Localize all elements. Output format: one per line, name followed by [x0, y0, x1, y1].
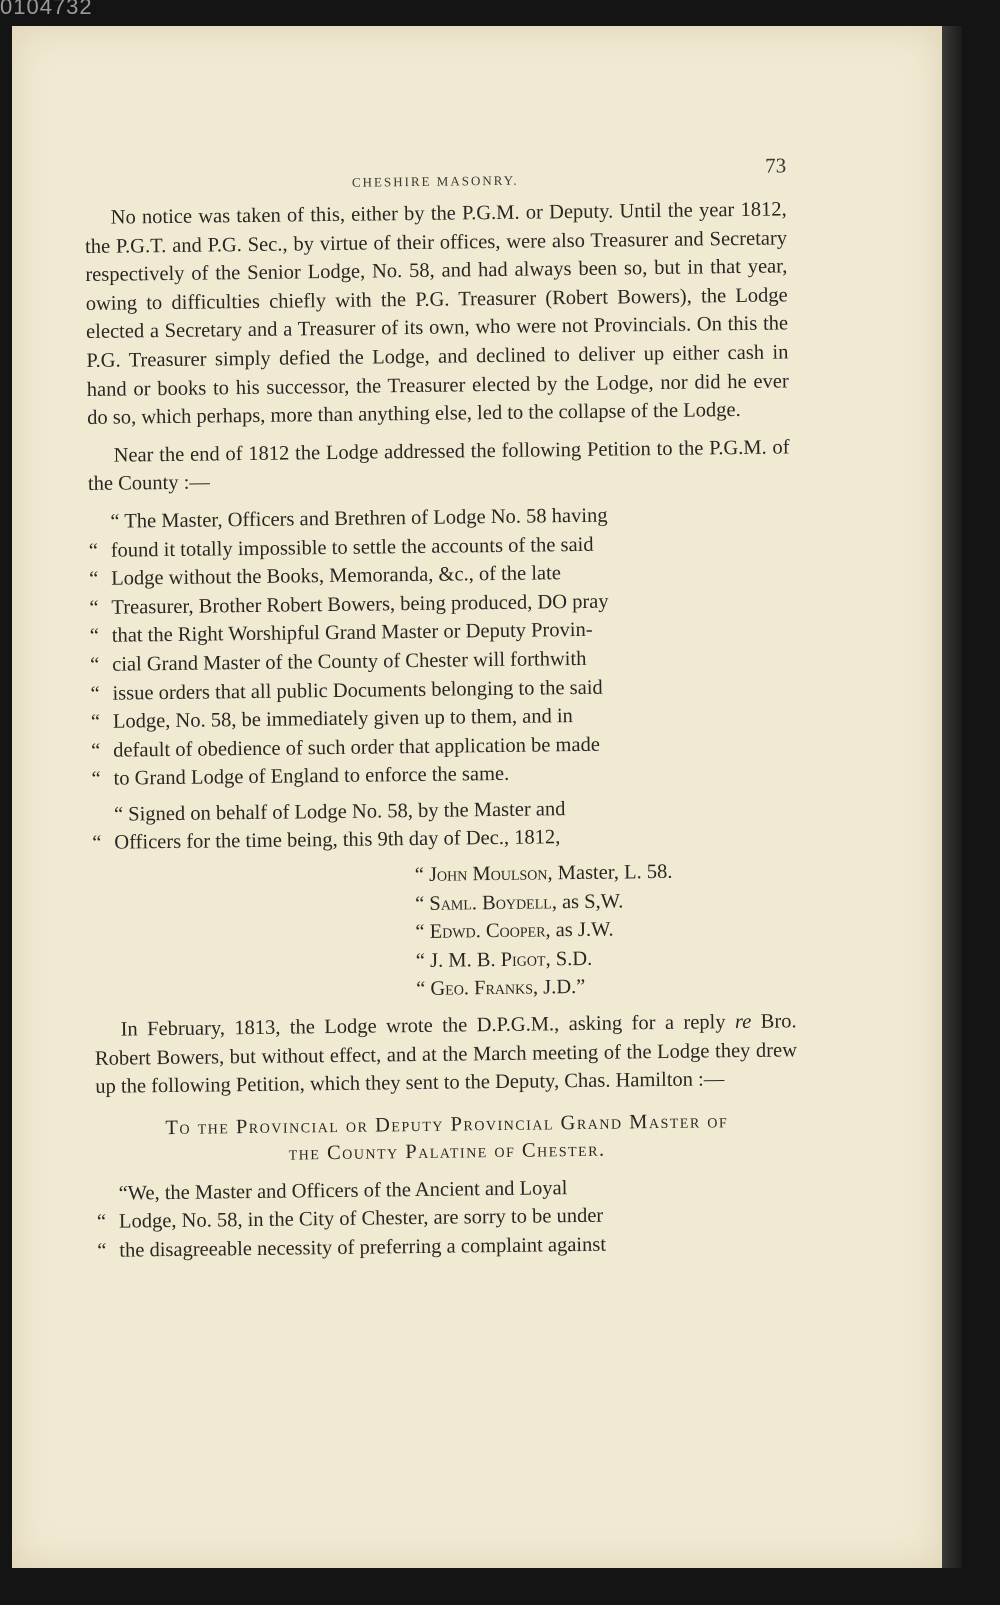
quote-mark: “	[97, 1239, 107, 1262]
signed-line: “ Officers for the time being, this 9th day of Dec., 1812,	[92, 821, 794, 858]
signature-list	[93, 856, 797, 1008]
petition-1-line: “ issue orders that all public Documents belonging to the said	[90, 671, 792, 708]
heading-line-2: the County Palatine of Chester.	[288, 1138, 606, 1165]
signed-statement	[92, 792, 795, 858]
paragraph-3: In February, 1813, the Lodge wrote the D.P.G.M., asking for a reply re Bro. Robert Bowers, but without effect, and at the March meeting of the Lodge they drew up the following Petition, which they sent to the Deputy, Chas. Hamilton :—	[94, 1010, 798, 1099]
signatory-name: John Moulson	[428, 862, 548, 886]
petition-2	[96, 1171, 799, 1265]
petition-2-line: “We, the Master and Officers of the Ancient and Loyal	[118, 1176, 568, 1205]
petition-1-line: “ Lodge without the Books, Memoranda, &c., of the late	[89, 557, 791, 594]
signed-line: “ Signed on behalf of Lodge No. 58, by the Master and	[113, 798, 566, 826]
petition-1-line: “ cial Grand Master of the County of Chester will forthwith	[90, 642, 792, 679]
heading-line-1: To the Provincial or Deputy Provincial Grand Master of	[165, 1110, 729, 1139]
petition-1-line: “ that the Right Worshipful Grand Master or Deputy Provin-	[90, 614, 792, 651]
signature: “ Edwd. Cooper, as J.W.	[415, 918, 614, 944]
quote-mark: “	[92, 832, 102, 855]
petition-heading	[96, 1107, 799, 1170]
page-content	[84, 151, 800, 1272]
petition-1-line: “ The Master, Officers and Brethren of Lodge No. 58 having	[110, 504, 608, 533]
signatory-name: J. M. B. Pigot	[429, 948, 546, 972]
quote-mark: “	[89, 625, 100, 648]
quote-mark: “	[88, 539, 99, 562]
signature: “ J. M. B. Pigot, S.D.	[415, 947, 593, 972]
signature: “ John Moulson, Master, L. 58.	[414, 860, 673, 887]
running-title: CHESHIRE MASONRY.	[351, 172, 519, 190]
petition-1-line: “ Treasurer, Brother Robert Bowers, being produced, DO pray	[89, 585, 791, 622]
quote-mark: “	[91, 768, 101, 791]
signature: “ Geo. Franks, J.D.”	[416, 976, 586, 1001]
quote-mark: “	[90, 653, 100, 676]
petition-1	[88, 499, 793, 793]
paragraph-1: No notice was taken of this, either by the P.G.M. or Deputy. Until the year 1812, the P.G.T. and P.G. Sec., by virtue of their offices, were also Treasurer and Secretary respectively of the Senior Lodge, No. 58, and had always been so, but in that year, owing to difficulties chiefly with the P.G. Treasurer (Robert Bowers), the Lodge elected a Secretary and a Treasurer of its own, who were not Provincials. On this the P.G. Treasurer simply defied the Lodge, and declined to deliver up either cash in hand or books to his successor, the Treasurer elected by the Lodge, nor did he ever do so, which perhaps, more than anything else, led to the collapse of the Lodge.	[84, 198, 789, 430]
paragraph-2: Near the end of 1812 the Lodge addressed the following Petition to the P.G.M. of the County :—	[87, 436, 790, 496]
quote-mark: “	[89, 596, 99, 619]
quote-mark: “	[90, 682, 100, 705]
petition-1-line: “ Lodge, No. 58, be immediately given up to them, and in	[91, 699, 793, 736]
quote-mark: “	[88, 567, 99, 591]
running-head	[84, 151, 786, 204]
page-edge-shadow	[942, 26, 962, 1568]
scan-id-label: 0104732	[0, 0, 93, 19]
signatory-name: Saml. Boydell	[429, 890, 552, 915]
petition-1-line: “ default of obedience of such order that application be made	[91, 728, 793, 765]
signatory-name: Geo. Franks	[430, 977, 534, 1001]
quote-mark: “	[96, 1211, 107, 1234]
page-number: 73	[764, 153, 787, 178]
signature: “ Saml. Boydell, as S,W.	[414, 890, 624, 915]
quote-mark: “	[91, 739, 101, 762]
signatory-name: Edwd. Cooper	[429, 919, 546, 944]
quote-mark: “	[90, 710, 101, 734]
petition-2-line: “ Lodge, No. 58, in the City of Chester, are sorry to be under	[97, 1200, 799, 1237]
petition-2-line: “ the disagreeable necessity of preferring a complaint against	[97, 1228, 799, 1265]
petition-1-line: “ to Grand Lodge of England to enforce the same.	[91, 757, 793, 794]
petition-1-line: “ found it totally impossible to settle the accounts of the said	[89, 528, 791, 565]
